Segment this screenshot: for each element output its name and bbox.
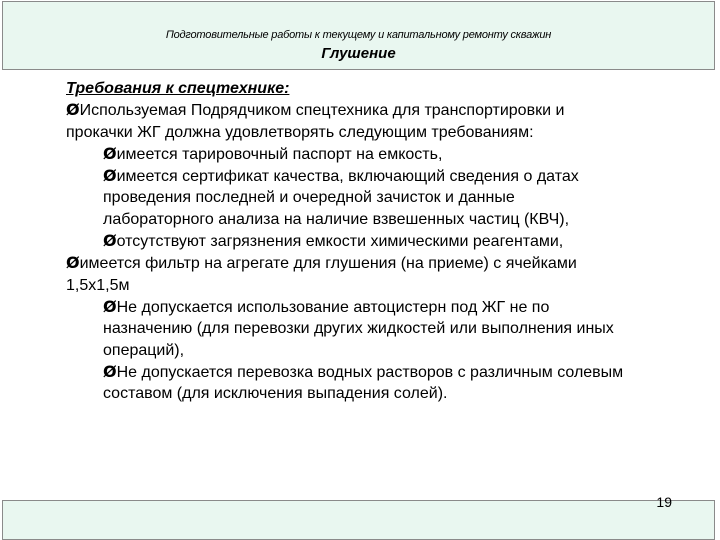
list-item-text: Используемая Подрядчиком спецтехника для транспортировки и прокачки ЖГ должна удовлетворять следующим требованиям: (66, 102, 565, 141)
header-banner (2, 1, 715, 70)
list-item (66, 99, 626, 143)
arrow-bullet-icon: Ø (103, 166, 117, 186)
slide-content (66, 78, 626, 404)
slide-title: Глушение (321, 45, 396, 62)
list-item (66, 296, 626, 361)
footer-banner (2, 494, 715, 540)
arrow-bullet-icon: Ø (103, 231, 117, 251)
list-item-text: отсутствуют загрязнения емкости химическими реагентами, (116, 233, 564, 251)
arrow-bullet-icon: Ø (66, 100, 80, 120)
list-item (66, 252, 626, 296)
list-item-text: имеется фильтр на агрегате для глушения (на приеме) с ячейками 1,5х1,5м (66, 255, 577, 294)
arrow-bullet-icon: Ø (103, 296, 117, 316)
list-item-text: имеется сертификат качества, включающий сведения о датах проведения последней и очередной зачисток и данные лабораторного анализа на наличие взвешенных частиц (КВЧ), (103, 168, 579, 228)
list-item (66, 230, 626, 252)
list-item-text: имеется тарировочный паспорт на емкость, (116, 145, 443, 163)
arrow-bullet-icon: Ø (66, 253, 80, 273)
list-item-text: Не допускается перевозка водных растворов с различным солевым составом (для исключения выпадения солей). (103, 363, 624, 403)
header-subtitle: Подготовительные работы к текущему и капитальному ремонту скважин (165, 29, 552, 41)
section-heading: Требования к спецтехнике: (66, 80, 290, 97)
list-item (66, 361, 626, 405)
arrow-bullet-icon: Ø (103, 361, 117, 381)
arrow-bullet-icon: Ø (103, 143, 117, 163)
page-number: 19 (656, 494, 672, 510)
list-item-text: Не допускается использование автоцистерн под ЖГ не по назначению (для перевозки других жидкостей или выполнения иных операций), (103, 298, 614, 359)
list-item (66, 143, 626, 165)
list-item (66, 165, 626, 230)
